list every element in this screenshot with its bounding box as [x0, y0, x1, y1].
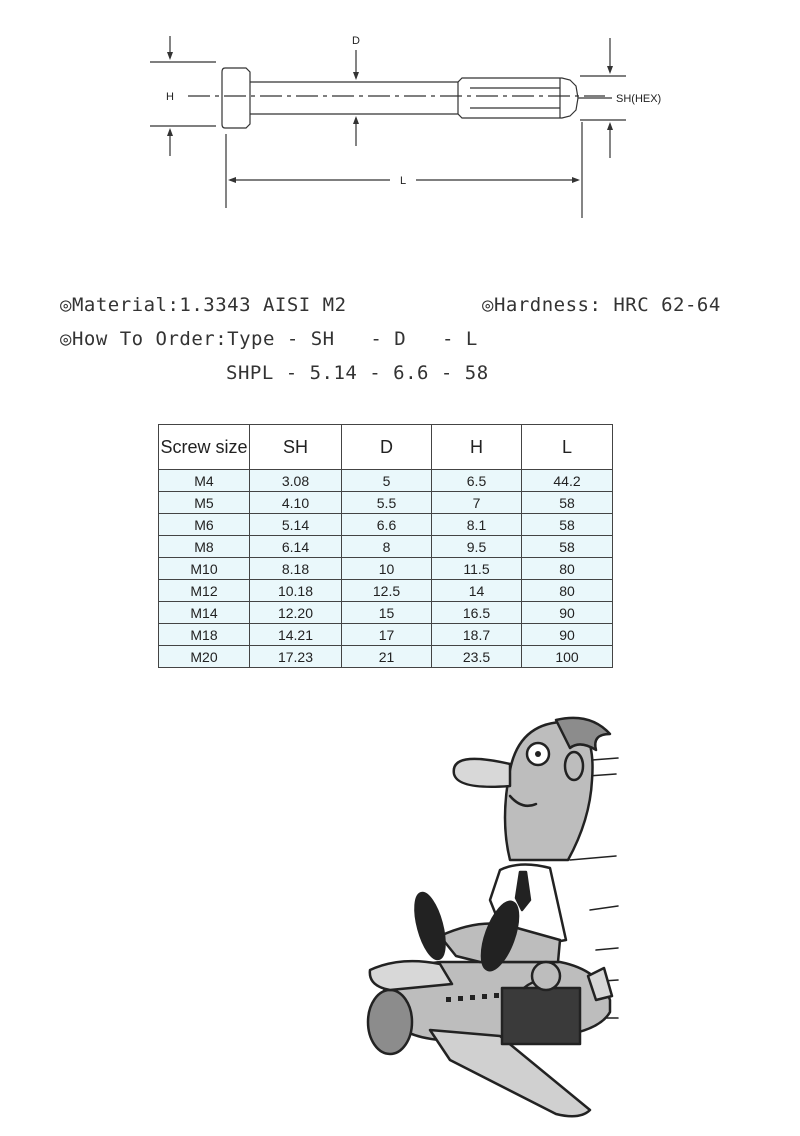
table-row — [159, 624, 613, 646]
cell-h: 11.5 — [432, 558, 522, 580]
cell-l: 80 — [522, 580, 613, 602]
cell-sh: 5.14 — [250, 514, 342, 536]
cell-screw-size: M10 — [159, 558, 250, 580]
cell-l: 58 — [522, 514, 613, 536]
man-ear — [565, 752, 583, 780]
man-shoe-left — [410, 890, 451, 962]
briefcase — [502, 988, 580, 1044]
table-row — [159, 492, 613, 514]
cell-sh: 4.10 — [250, 492, 342, 514]
how-to-order: ◎How To Order:Type - SH - D - L — [60, 328, 478, 350]
cell-l: 58 — [522, 492, 613, 514]
table-row — [159, 602, 613, 624]
cell-d: 15 — [342, 602, 432, 624]
table-row — [159, 580, 613, 602]
cell-h: 7 — [432, 492, 522, 514]
cell-d: 21 — [342, 646, 432, 668]
cell-sh: 17.23 — [250, 646, 342, 668]
man-nose — [454, 759, 510, 787]
businessman-airplane-illustration — [360, 700, 620, 1120]
cell-sh: 12.20 — [250, 602, 342, 624]
cell-screw-size: M4 — [159, 470, 250, 492]
cell-screw-size: M8 — [159, 536, 250, 558]
punch-shank — [250, 78, 578, 118]
header-sh: SH — [250, 425, 342, 470]
cell-sh: 6.14 — [250, 536, 342, 558]
label-h: H — [166, 91, 174, 103]
header-l: L — [522, 425, 613, 470]
cell-l: 44.2 — [522, 470, 613, 492]
header-d: D — [342, 425, 432, 470]
cell-screw-size: M12 — [159, 580, 250, 602]
cell-sh: 8.18 — [250, 558, 342, 580]
order-example: SHPL - 5.14 - 6.6 - 58 — [226, 362, 489, 384]
dimension-table — [158, 424, 613, 668]
man-hand — [532, 962, 560, 990]
cell-sh: 3.08 — [250, 470, 342, 492]
table-row — [159, 470, 613, 492]
cell-sh: 14.21 — [250, 624, 342, 646]
cell-d: 5.5 — [342, 492, 432, 514]
cell-h: 9.5 — [432, 536, 522, 558]
punch-technical-drawing — [0, 0, 800, 260]
table-header-row — [159, 425, 613, 470]
cell-h: 16.5 — [432, 602, 522, 624]
table-row — [159, 536, 613, 558]
cell-screw-size: M18 — [159, 624, 250, 646]
cell-h: 6.5 — [432, 470, 522, 492]
punch-head — [222, 68, 250, 128]
cell-l: 80 — [522, 558, 613, 580]
table-row — [159, 514, 613, 536]
cell-h: 18.7 — [432, 624, 522, 646]
cell-h: 8.1 — [432, 514, 522, 536]
label-sh-hex: SH(HEX) — [616, 93, 662, 105]
cell-l: 90 — [522, 602, 613, 624]
cell-h: 14 — [432, 580, 522, 602]
header-h: H — [432, 425, 522, 470]
label-l: L — [400, 175, 407, 187]
cell-sh: 10.18 — [250, 580, 342, 602]
cell-screw-size: M5 — [159, 492, 250, 514]
cell-screw-size: M14 — [159, 602, 250, 624]
airplane-wing-top — [370, 961, 452, 990]
cell-l: 58 — [522, 536, 613, 558]
cell-d: 10 — [342, 558, 432, 580]
airplane-nose — [368, 990, 412, 1054]
cell-l: 90 — [522, 624, 613, 646]
cell-d: 8 — [342, 536, 432, 558]
material-spec: ◎Material:1.3343 AISI M2 — [60, 294, 347, 316]
cell-d: 6.6 — [342, 514, 432, 536]
header-screw-size: Screw size — [159, 425, 250, 470]
table-row — [159, 558, 613, 580]
cell-screw-size: M6 — [159, 514, 250, 536]
cell-h: 23.5 — [432, 646, 522, 668]
label-d: D — [352, 35, 360, 47]
cell-d: 17 — [342, 624, 432, 646]
table-row — [159, 646, 613, 668]
cell-screw-size: M20 — [159, 646, 250, 668]
hardness-spec: ◎Hardness: HRC 62-64 — [482, 294, 721, 316]
cell-l: 100 — [522, 646, 613, 668]
cell-d: 5 — [342, 470, 432, 492]
cell-d: 12.5 — [342, 580, 432, 602]
man-tie — [516, 872, 530, 910]
